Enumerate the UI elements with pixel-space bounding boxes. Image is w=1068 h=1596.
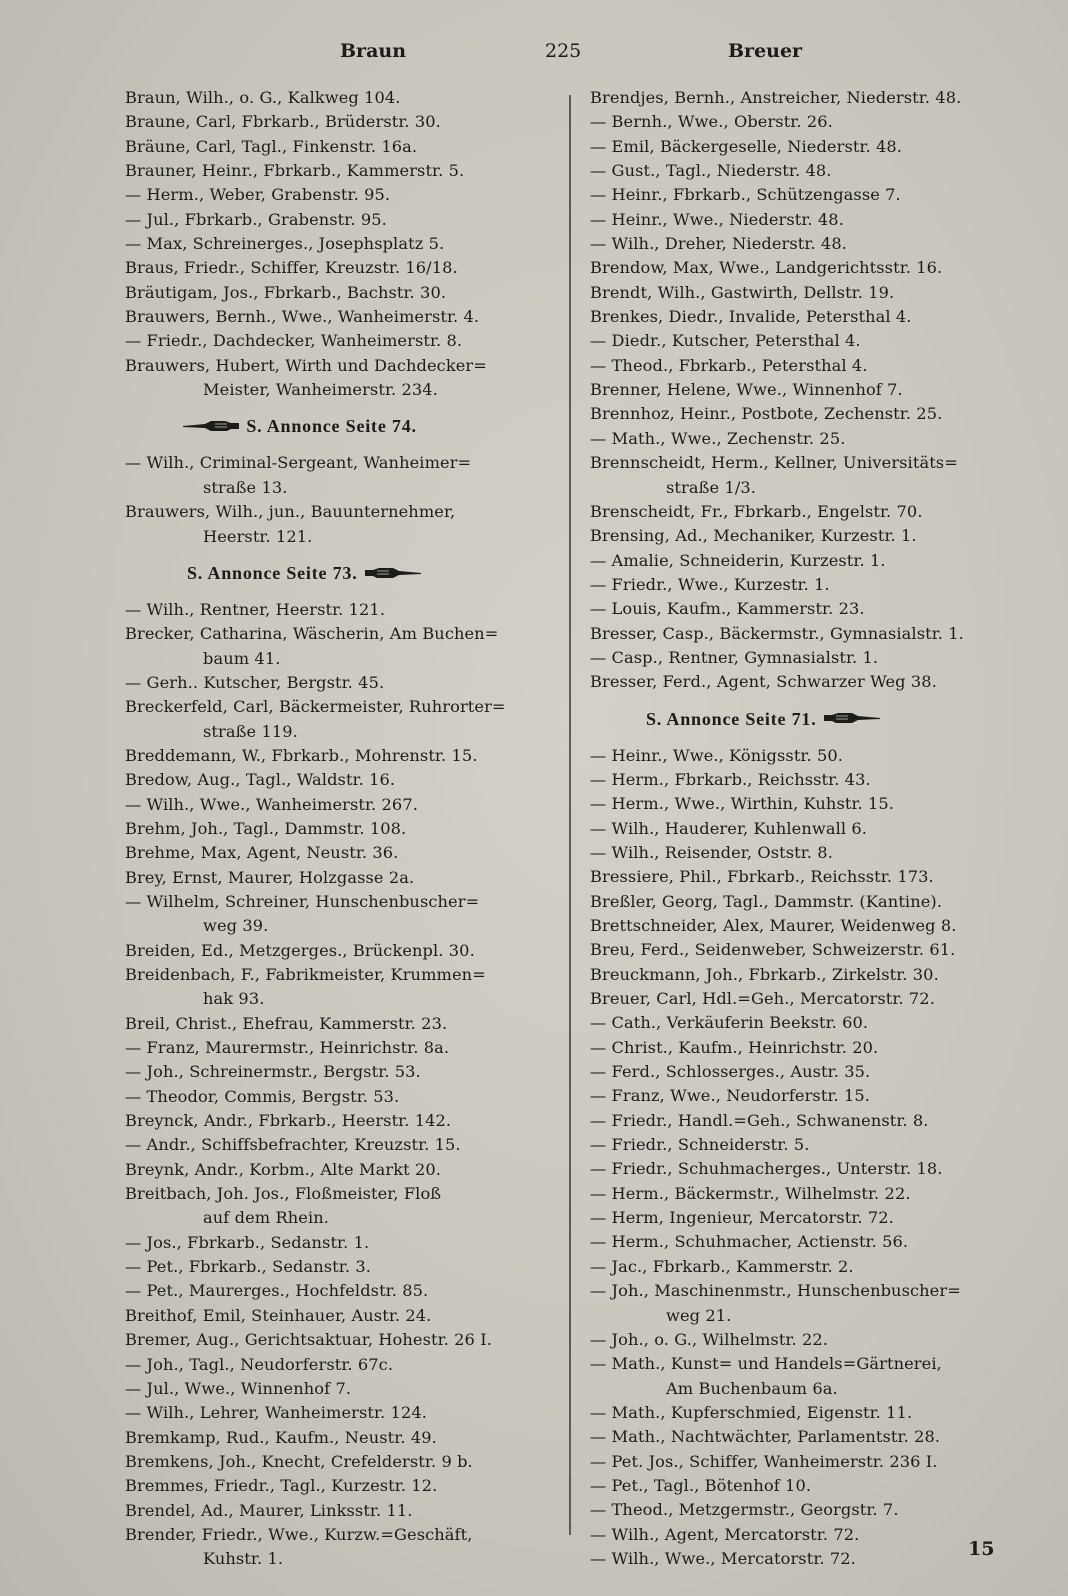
directory-entry bbox=[125, 256, 565, 280]
directory-entry bbox=[125, 1377, 565, 1401]
entry-line: — Pet. Jos., Schiffer, Wanheimerstr. 236 I. bbox=[590, 1451, 938, 1471]
directory-entry bbox=[590, 110, 1035, 134]
entry-line: Bresser, Ferd., Agent, Schwarzer Weg 38. bbox=[590, 672, 937, 692]
directory-entry bbox=[590, 914, 1035, 938]
directory-entry bbox=[125, 1036, 565, 1060]
directory-entry bbox=[590, 622, 1035, 646]
directory-entry bbox=[590, 427, 1035, 451]
entry-line: — Emil, Bäckergeselle, Niederstr. 48. bbox=[590, 136, 903, 156]
entry-line: — Max, Schreinerges., Josephsplatz 5. bbox=[125, 234, 445, 254]
directory-entry bbox=[125, 86, 565, 110]
directory-entry bbox=[590, 378, 1035, 402]
directory-entry bbox=[125, 329, 565, 353]
entry-line: — Friedr., Handl.=Geh., Schwanenstr. 8. bbox=[590, 1110, 929, 1130]
directory-entry bbox=[590, 1328, 1035, 1352]
entry-line: Breil, Christ., Ehefrau, Kammerstr. 23. bbox=[125, 1013, 448, 1033]
directory-entry bbox=[125, 793, 565, 817]
entry-line: Brensing, Ad., Mechaniker, Kurzestr. 1. bbox=[590, 526, 917, 546]
entry-line: — Jul., Wwe., Winnenhof 7. bbox=[125, 1378, 352, 1398]
directory-entry bbox=[125, 1231, 565, 1255]
entry-line: — Wilhelm, Schreiner, Hunschenbuscher= bbox=[125, 891, 480, 911]
entry-line: Breddemann, W., Fbrkarb., Mohrenstr. 15. bbox=[125, 745, 478, 765]
entry-line: — Louis, Kaufm., Kammerstr. 23. bbox=[590, 599, 865, 619]
entry-continuation: Heerstr. 121. bbox=[203, 526, 313, 546]
directory-entry bbox=[590, 670, 1035, 694]
entry-line: Brauner, Heinr., Fbrkarb., Kammerstr. 5. bbox=[125, 161, 465, 181]
directory-entry bbox=[125, 1085, 565, 1109]
directory-entry bbox=[125, 354, 565, 403]
entry-line: — Wilh., Dreher, Niederstr. 48. bbox=[590, 234, 847, 254]
directory-entry bbox=[590, 329, 1035, 353]
annonce-text: S. Annonce Seite 73. bbox=[187, 562, 358, 583]
entry-line: Bremkens, Joh., Knecht, Crefelderstr. 9 b. bbox=[125, 1451, 473, 1471]
entry-line: — Pet., Fbrkarb., Sedanstr. 3. bbox=[125, 1257, 371, 1277]
annonce-text: S. Annonce Seite 74. bbox=[246, 416, 417, 437]
entry-line: Brenkes, Diedr., Invalide, Petersthal 4. bbox=[590, 307, 912, 327]
entry-line: Brettschneider, Alex, Maurer, Weidenweg 8. bbox=[590, 916, 957, 935]
directory-entry bbox=[590, 135, 1035, 159]
entry-line: — Herm., Schuhmacher, Actienstr. 56. bbox=[590, 1232, 909, 1252]
directory-entry bbox=[125, 305, 565, 329]
entry-line: — Wilh., Wwe., Wanheimerstr. 267. bbox=[125, 794, 418, 814]
directory-entry bbox=[125, 1450, 565, 1474]
directory-entry bbox=[590, 963, 1035, 987]
directory-entry bbox=[125, 1109, 565, 1133]
entry-line: Brennscheidt, Herm., Kellner, Universitäts= bbox=[590, 453, 958, 473]
directory-entry bbox=[125, 744, 565, 768]
directory-entry bbox=[590, 1182, 1035, 1206]
entry-line: — Theod., Fbrkarb., Petersthal 4. bbox=[590, 355, 868, 375]
entry-line: Bresser, Casp., Bäckermstr., Gymnasialstr. 1. bbox=[590, 623, 964, 643]
entry-line: — Theodor, Commis, Bergstr. 53. bbox=[125, 1086, 400, 1106]
entry-line: Breu, Ferd., Seidenweber, Schweizerstr. 61. bbox=[590, 940, 956, 960]
entry-line: Bremmes, Friedr., Tagl., Kurzestr. 12. bbox=[125, 1476, 438, 1496]
directory-entry bbox=[590, 646, 1035, 670]
directory-entry bbox=[125, 159, 565, 183]
entry-line: Bräutigam, Jos., Fbrkarb., Bachstr. 30. bbox=[125, 282, 447, 302]
directory-entry bbox=[125, 281, 565, 305]
annonce-reference bbox=[590, 695, 1035, 744]
entry-line: Braus, Friedr., Schiffer, Kreuzstr. 16/18. bbox=[125, 258, 458, 278]
directory-entry bbox=[125, 1060, 565, 1084]
directory-entry bbox=[590, 305, 1035, 329]
entry-line: Brenner, Helene, Wwe., Winnenhof 7. bbox=[590, 380, 903, 400]
entry-line: — Bernh., Wwe., Oberstr. 26. bbox=[590, 112, 833, 132]
directory-entry bbox=[590, 890, 1035, 914]
entry-line: — Friedr., Schneiderstr. 5. bbox=[590, 1135, 810, 1155]
directory-entry bbox=[590, 451, 1035, 500]
directory-entry bbox=[590, 281, 1035, 305]
entry-line: Brehme, Max, Agent, Neustr. 36. bbox=[125, 843, 399, 863]
entry-line: — Pet., Tagl., Bötenhof 10. bbox=[590, 1475, 812, 1495]
entry-line: Breithof, Emil, Steinhauer, Austr. 24. bbox=[125, 1305, 432, 1325]
entry-continuation: auf dem Rhein. bbox=[203, 1208, 329, 1228]
entry-continuation: baum 41. bbox=[203, 648, 281, 668]
annonce-reference bbox=[125, 402, 565, 451]
entry-line: — Wilh., Agent, Mercatorstr. 72. bbox=[590, 1524, 860, 1544]
entry-line: Brecker, Catharina, Wäscherin, Am Buchen= bbox=[125, 624, 499, 644]
entry-line: Breynk, Andr., Korbm., Alte Markt 20. bbox=[125, 1159, 442, 1179]
directory-entry bbox=[590, 86, 1035, 110]
entry-line: Brennhoz, Heinr., Postbote, Zechenstr. 25. bbox=[590, 404, 943, 424]
directory-entry bbox=[125, 963, 565, 1012]
entry-line: — Joh., Maschinenmstr., Hunschenbuscher= bbox=[590, 1281, 961, 1301]
directory-entry bbox=[590, 1036, 1035, 1060]
page-number: 225 bbox=[545, 40, 582, 62]
entry-continuation: straße 1/3. bbox=[666, 477, 757, 497]
entry-line: — Christ., Kaufm., Heinrichstr. 20. bbox=[590, 1037, 879, 1057]
entry-line: — Math., Wwe., Zechenstr. 25. bbox=[590, 428, 846, 448]
entry-line: Brendjes, Bernh., Anstreicher, Niederstr. 48. bbox=[590, 88, 962, 107]
directory-entry bbox=[125, 671, 565, 695]
directory-entry bbox=[590, 159, 1035, 183]
entry-line: — Pet., Maurerges., Hochfeldstr. 85. bbox=[125, 1281, 429, 1301]
directory-entry bbox=[125, 500, 565, 549]
directory-entry bbox=[125, 768, 565, 792]
entry-line: — Math., Kupferschmied, Eigenstr. 11. bbox=[590, 1402, 913, 1422]
directory-entry bbox=[590, 1060, 1035, 1084]
entry-continuation: Am Buchenbaum 6a. bbox=[666, 1378, 838, 1398]
entry-continuation: straße 13. bbox=[203, 477, 288, 497]
entry-line: — Wilh., Reisender, Oststr. 8. bbox=[590, 842, 833, 862]
entry-continuation: straße 119. bbox=[203, 721, 298, 741]
signature-mark: 15 bbox=[968, 1538, 995, 1560]
entry-line: Breiden, Ed., Metzgerges., Brückenpl. 30. bbox=[125, 940, 475, 960]
pointing-hand-left-icon bbox=[181, 418, 241, 434]
annonce-text: S. Annonce Seite 71. bbox=[646, 708, 817, 729]
directory-entry bbox=[590, 792, 1035, 816]
entry-line: Brendt, Wilh., Gastwirth, Dellstr. 19. bbox=[590, 282, 895, 302]
entry-line: Brey, Ernst, Maurer, Holzgasse 2a. bbox=[125, 867, 415, 887]
entry-line: — Theod., Metzgermstr., Georgstr. 7. bbox=[590, 1500, 899, 1520]
directory-entry bbox=[590, 938, 1035, 962]
entry-line: — Herm., Wwe., Wirthin, Kuhstr. 15. bbox=[590, 794, 895, 814]
entry-line: — Friedr., Dachdecker, Wanheimerstr. 8. bbox=[125, 331, 463, 351]
directory-entry bbox=[590, 500, 1035, 524]
entry-line: Bressiere, Phil., Fbrkarb., Reichsstr. 173. bbox=[590, 867, 934, 887]
entry-continuation: weg 21. bbox=[666, 1305, 732, 1325]
entry-continuation: weg 39. bbox=[203, 916, 269, 936]
entry-line: — Casp., Rentner, Gymnasialstr. 1. bbox=[590, 647, 879, 667]
entry-line: Brehm, Joh., Tagl., Dammstr. 108. bbox=[125, 818, 407, 838]
directory-entry bbox=[125, 890, 565, 939]
directory-entry bbox=[590, 1011, 1035, 1035]
entry-line: Braune, Carl, Fbrkarb., Brüderstr. 30. bbox=[125, 112, 441, 132]
entry-line: Brauwers, Bernh., Wwe., Wanheimerstr. 4. bbox=[125, 307, 480, 327]
entry-continuation: Meister, Wanheimerstr. 234. bbox=[203, 380, 438, 400]
directory-entry bbox=[590, 987, 1035, 1011]
entry-line: Brauwers, Hubert, Wirth und Dachdecker= bbox=[125, 355, 487, 375]
entry-line: Brendel, Ad., Maurer, Linksstr. 11. bbox=[125, 1500, 413, 1520]
directory-entry bbox=[125, 110, 565, 134]
directory-entry bbox=[125, 1133, 565, 1157]
entry-line: — Wilh., Criminal-Sergeant, Wanheimer= bbox=[125, 453, 472, 473]
directory-entry bbox=[125, 1328, 565, 1352]
directory-entry bbox=[590, 549, 1035, 573]
entry-line: — Math., Nachtwächter, Parlamentstr. 28. bbox=[590, 1427, 941, 1447]
entry-line: Breckerfeld, Carl, Bäckermeister, Ruhrorter= bbox=[125, 697, 506, 717]
directory-entry bbox=[125, 817, 565, 841]
entry-line: Breuckmann, Joh., Fbrkarb., Zirkelstr. 30. bbox=[590, 964, 939, 984]
entry-line: — Ferd., Schlosserges., Austr. 35. bbox=[590, 1062, 871, 1082]
entry-line: — Franz, Wwe., Neudorferstr. 15. bbox=[590, 1086, 871, 1106]
entry-line: Breßler, Georg, Tagl., Dammstr. (Kantine). bbox=[590, 891, 943, 911]
directory-entry bbox=[125, 208, 565, 232]
entry-line: — Heinr., Wwe., Königsstr. 50. bbox=[590, 745, 844, 765]
entry-line: — Joh., Tagl., Neudorferstr. 67c. bbox=[125, 1354, 394, 1374]
directory-entry bbox=[125, 1353, 565, 1377]
header-left-keyword: Braun bbox=[340, 40, 407, 62]
directory-entry bbox=[125, 598, 565, 622]
entry-line: Brauwers, Wilh., jun., Bauunternehmer, bbox=[125, 502, 456, 522]
entry-line: — Wilh., Wwe., Mercatorstr. 72. bbox=[590, 1548, 856, 1568]
directory-entry bbox=[590, 524, 1035, 548]
entry-line: — Joh., o. G., Wilhelmstr. 22. bbox=[590, 1329, 829, 1349]
entry-line: Braun, Wilh., o. G., Kalkweg 104. bbox=[125, 88, 401, 107]
directory-entry bbox=[590, 1230, 1035, 1254]
directory-entry bbox=[125, 1158, 565, 1182]
directory-entry bbox=[125, 1523, 565, 1572]
directory-entry bbox=[125, 1279, 565, 1303]
directory-entry bbox=[125, 1182, 565, 1231]
directory-entry bbox=[590, 865, 1035, 889]
entry-line: Brendow, Max, Wwe., Landgerichtsstr. 16. bbox=[590, 258, 943, 278]
entry-line: Breuer, Carl, Hdl.=Geh., Mercatorstr. 72. bbox=[590, 989, 935, 1009]
entry-line: — Heinr., Wwe., Niederstr. 48. bbox=[590, 209, 844, 229]
entry-line: Breidenbach, F., Fabrikmeister, Krummen= bbox=[125, 965, 486, 984]
entry-continuation: hak 93. bbox=[203, 989, 265, 1009]
entry-line: Bräune, Carl, Tagl., Finkenstr. 16a. bbox=[125, 136, 418, 156]
entry-line: — Amalie, Schneiderin, Kurzestr. 1. bbox=[590, 550, 886, 570]
directory-entry bbox=[590, 1255, 1035, 1279]
directory-entry bbox=[590, 1425, 1035, 1449]
directory-entry bbox=[590, 183, 1035, 207]
entry-line: — Gust., Tagl., Niederstr. 48. bbox=[590, 161, 832, 181]
directory-entry bbox=[125, 1499, 565, 1523]
entry-line: — Herm., Bäckermstr., Wilhelmstr. 22. bbox=[590, 1183, 911, 1203]
directory-entry bbox=[125, 183, 565, 207]
entry-line: — Jul., Fbrkarb., Grabenstr. 95. bbox=[125, 209, 387, 229]
directory-entry bbox=[125, 1255, 565, 1279]
directory-entry bbox=[590, 744, 1035, 768]
directory-entry bbox=[125, 1474, 565, 1498]
header-right-keyword: Breuer bbox=[728, 40, 803, 62]
directory-entry bbox=[125, 1012, 565, 1036]
entry-line: — Wilh., Hauderer, Kuhlenwall 6. bbox=[590, 818, 868, 838]
directory-entry bbox=[125, 1426, 565, 1450]
directory-entry bbox=[590, 573, 1035, 597]
entry-line: — Wilh., Lehrer, Wanheimerstr. 124. bbox=[125, 1403, 427, 1423]
directory-entry bbox=[125, 939, 565, 963]
directory-entry bbox=[125, 866, 565, 890]
directory-entry bbox=[590, 1498, 1035, 1522]
entry-line: Bredow, Aug., Tagl., Waldstr. 16. bbox=[125, 770, 396, 790]
directory-entry bbox=[125, 841, 565, 865]
directory-entry bbox=[125, 135, 565, 159]
entry-line: — Herm., Fbrkarb., Reichsstr. 43. bbox=[590, 769, 871, 789]
entry-line: Brender, Friedr., Wwe., Kurzw.=Geschäft, bbox=[125, 1524, 473, 1544]
directory-entry bbox=[590, 1109, 1035, 1133]
pointing-hand-right-icon bbox=[822, 710, 882, 726]
entry-line: Breitbach, Joh. Jos., Floßmeister, Floß bbox=[125, 1184, 442, 1204]
entry-line: Bremer, Aug., Gerichtsaktuar, Hohestr. 26 I. bbox=[125, 1330, 492, 1350]
directory-entry bbox=[590, 402, 1035, 426]
directory-entry bbox=[590, 256, 1035, 280]
entry-line: — Diedr., Kutscher, Petersthal 4. bbox=[590, 331, 861, 351]
directory-entry bbox=[590, 1352, 1035, 1401]
directory-entry bbox=[590, 768, 1035, 792]
directory-entry bbox=[590, 1084, 1035, 1108]
directory-entry bbox=[590, 597, 1035, 621]
directory-entry bbox=[125, 622, 565, 671]
entry-line: — Cath., Verkäuferin Beekstr. 60. bbox=[590, 1013, 869, 1033]
directory-entry bbox=[590, 354, 1035, 378]
directory-entry bbox=[590, 1474, 1035, 1498]
directory-entry bbox=[590, 1206, 1035, 1230]
directory-entry bbox=[590, 1401, 1035, 1425]
directory-entry bbox=[590, 232, 1035, 256]
column-divider bbox=[569, 95, 571, 1535]
directory-entry bbox=[125, 695, 565, 744]
left-column bbox=[125, 86, 565, 1572]
entry-line: — Franz, Maurermstr., Heinrichstr. 8a. bbox=[125, 1038, 450, 1058]
directory-entry bbox=[590, 1279, 1035, 1328]
directory-entry bbox=[125, 1401, 565, 1425]
directory-entry bbox=[590, 1157, 1035, 1181]
pointing-hand-right-icon bbox=[363, 565, 423, 581]
directory-entry bbox=[590, 1133, 1035, 1157]
entry-line: — Math., Kunst= und Handels=Gärtnerei, bbox=[590, 1354, 942, 1374]
entry-line: — Jos., Fbrkarb., Sedanstr. 1. bbox=[125, 1232, 370, 1252]
directory-entry bbox=[590, 817, 1035, 841]
entry-line: — Gerh.. Kutscher, Bergstr. 45. bbox=[125, 672, 385, 692]
directory-entry bbox=[125, 451, 565, 500]
annonce-reference bbox=[125, 549, 565, 598]
entry-line: — Herm., Weber, Grabenstr. 95. bbox=[125, 185, 391, 205]
directory-entry bbox=[125, 232, 565, 256]
entry-line: — Friedr., Schuhmacherges., Unterstr. 18. bbox=[590, 1159, 943, 1179]
directory-entry bbox=[590, 208, 1035, 232]
entry-line: — Heinr., Fbrkarb., Schützengasse 7. bbox=[590, 185, 901, 205]
entry-line: Brenscheidt, Fr., Fbrkarb., Engelstr. 70. bbox=[590, 501, 923, 521]
page-header bbox=[0, 40, 1068, 74]
entry-line: — Wilh., Rentner, Heerstr. 121. bbox=[125, 599, 386, 619]
entry-line: — Friedr., Wwe., Kurzestr. 1. bbox=[590, 574, 830, 594]
entry-line: — Herm, Ingenieur, Mercatorstr. 72. bbox=[590, 1208, 894, 1228]
directory-entry bbox=[590, 841, 1035, 865]
entry-line: Bremkamp, Rud., Kaufm., Neustr. 49. bbox=[125, 1427, 437, 1447]
entry-line: — Andr., Schiffsbefrachter, Kreuzstr. 15. bbox=[125, 1135, 461, 1155]
directory-entry bbox=[590, 1450, 1035, 1474]
entry-line: Breynck, Andr., Fbrkarb., Heerstr. 142. bbox=[125, 1111, 452, 1131]
directory-entry bbox=[125, 1304, 565, 1328]
entry-continuation: Kuhstr. 1. bbox=[203, 1549, 284, 1569]
entry-line: — Jac., Fbrkarb., Kammerstr. 2. bbox=[590, 1256, 854, 1276]
right-column bbox=[590, 86, 1035, 1571]
entry-line: — Joh., Schreinermstr., Bergstr. 53. bbox=[125, 1062, 421, 1082]
